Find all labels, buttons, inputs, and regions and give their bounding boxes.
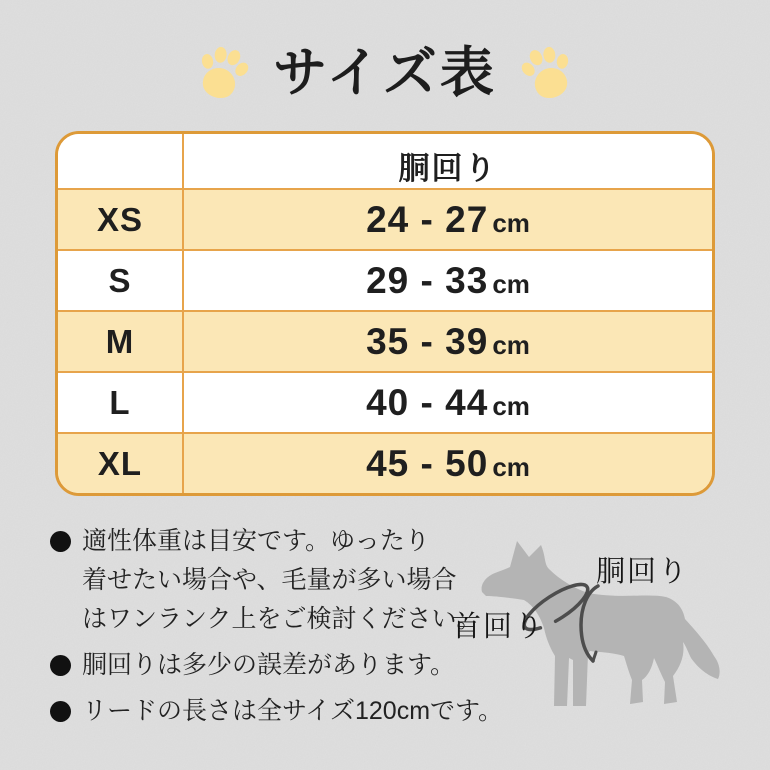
title-section — [0, 42, 770, 104]
table-row — [58, 432, 712, 493]
page-title: サイズ表 — [273, 43, 497, 103]
size-cell: XS — [58, 190, 184, 249]
range-cell — [184, 434, 712, 493]
table-row — [58, 310, 712, 371]
note-item — [50, 522, 480, 639]
range-cell — [184, 312, 712, 371]
range-value: 35 - 39 — [366, 321, 489, 362]
size-cell: L — [58, 373, 184, 432]
bullet-icon — [50, 655, 71, 676]
note-text — [82, 646, 455, 685]
girth-label: 胴回り — [596, 556, 690, 588]
note-line: リードの長さは全サイズ120cmです。 — [82, 697, 504, 725]
note-item — [50, 646, 480, 685]
girth-column-header: 胴回り — [398, 151, 498, 186]
range-cell — [184, 251, 712, 310]
table-row — [58, 371, 712, 432]
paw-print-icon — [514, 37, 582, 110]
range-unit: cm — [492, 208, 530, 238]
body-girth-arc-tip — [593, 652, 596, 661]
range-cell — [184, 373, 712, 432]
range-value: 29 - 33 — [366, 260, 489, 301]
range-value: 24 - 27 — [366, 199, 489, 240]
range-value: 45 - 50 — [366, 443, 489, 484]
table-row — [58, 188, 712, 249]
note-line: 着せたい場合や、毛量が多い場合 — [82, 566, 457, 594]
range-value: 40 - 44 — [366, 382, 489, 423]
table-row — [58, 249, 712, 310]
note-item — [50, 692, 504, 731]
note-line: 胴回りは多少の誤差があります。 — [82, 651, 456, 679]
size-cell: S — [58, 251, 184, 310]
size-cell: M — [58, 312, 184, 371]
note-text — [82, 522, 482, 639]
range-unit: cm — [492, 269, 530, 299]
paw-print-icon — [188, 37, 256, 110]
size-table — [55, 131, 715, 496]
range-unit: cm — [492, 391, 530, 421]
table-header-row — [58, 134, 712, 188]
dog-measurement-diagram — [440, 530, 770, 770]
range-cell — [184, 190, 712, 249]
range-unit: cm — [492, 330, 530, 360]
size-cell: XL — [58, 434, 184, 493]
bullet-icon — [50, 531, 71, 552]
note-line: はワンランク上をご検討ください。 — [82, 605, 482, 633]
bullet-icon — [50, 701, 71, 722]
range-unit: cm — [492, 452, 530, 482]
size-column-header — [58, 134, 184, 188]
note-line: 適性体重は目安です。ゆったり — [82, 527, 430, 555]
neck-girth-label: 首回り — [452, 611, 546, 643]
